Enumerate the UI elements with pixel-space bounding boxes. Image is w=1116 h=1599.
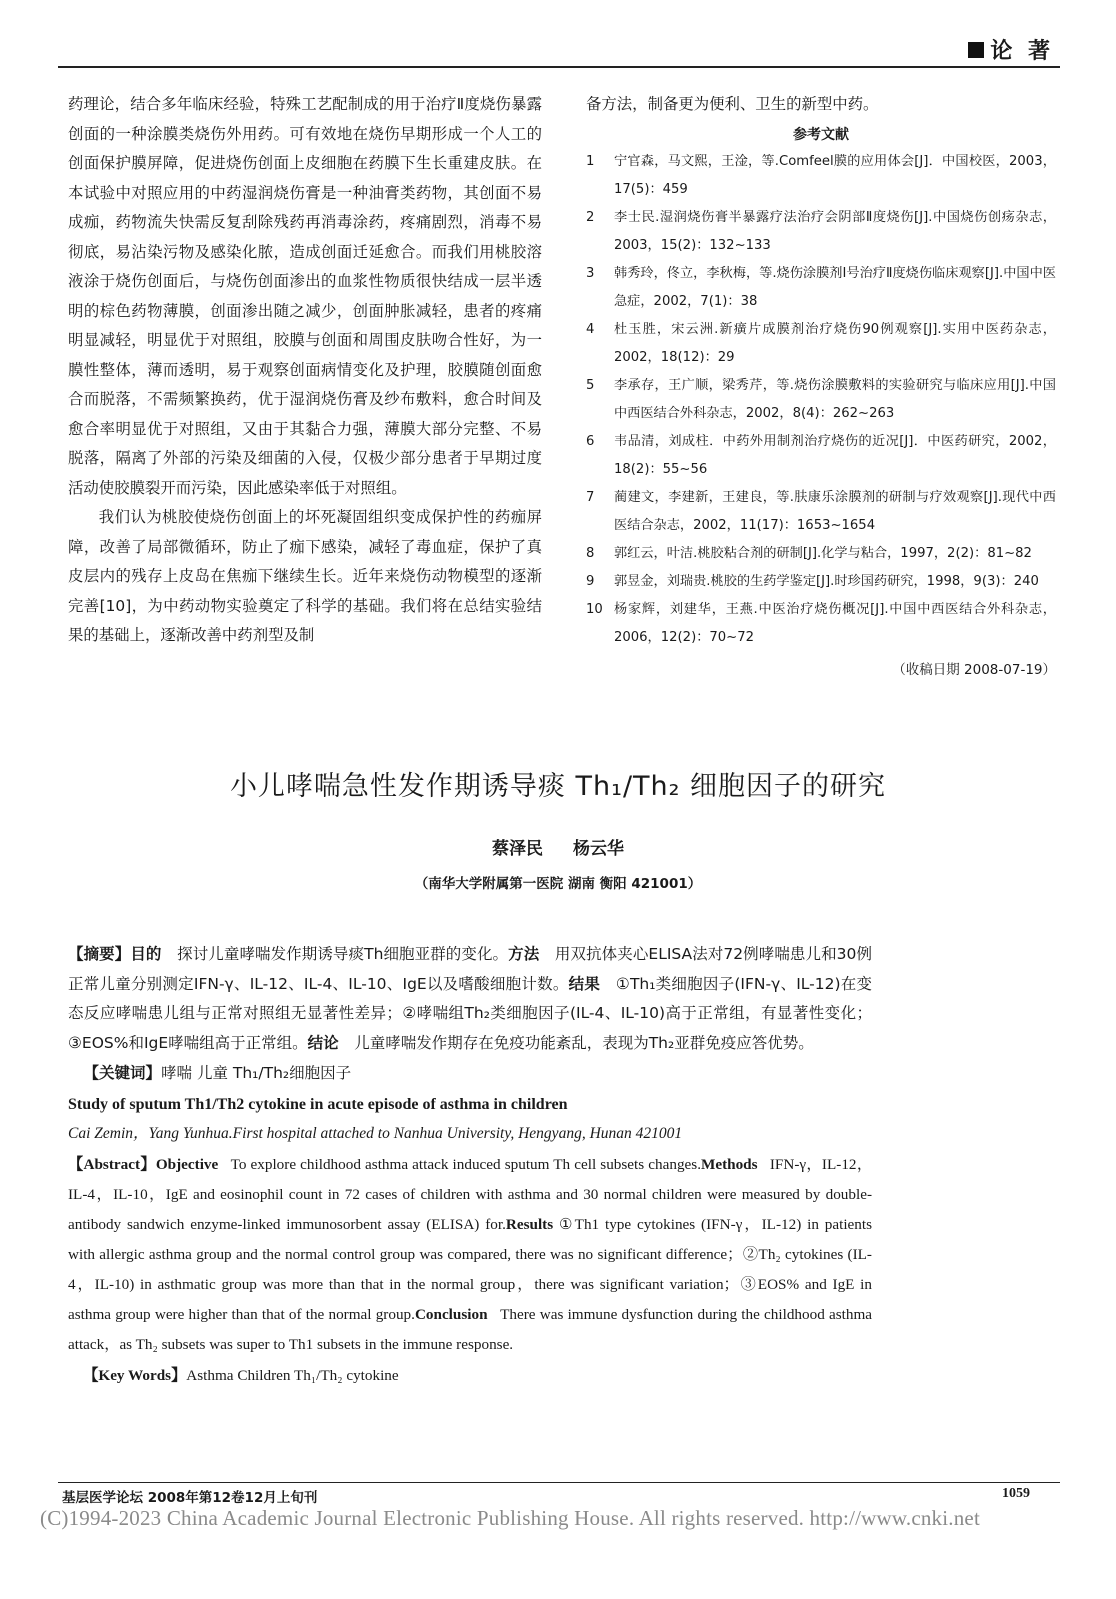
- keywords-cn-label: 【关键词】: [83, 1064, 162, 1082]
- keywords-en: [68, 1360, 872, 1392]
- result-cn-text: ①Th₁类细胞因子(IFN-γ、IL-12)在变态反应哮喘患儿组与正常对照组无显著性差异；②哮喘组Th₂类细胞因子(IL-4、IL-10)高于正常组，有显著性变化；③EOS%和IgE哮喘组高于正常组。: [68, 974, 872, 1052]
- reference-number: 9: [586, 573, 595, 589]
- reference-text: 韦品清，刘成柱．中药外用制剂治疗烧伤的近况[J]．中医药研究，2002，18(2)：55~56: [614, 433, 1056, 477]
- reference-number: 10: [586, 601, 603, 617]
- reference-text: 李承存，王广顺，梁秀芹，等.烧伤涂膜敷料的实验研究与临床应用[J].中国中西医结合外科杂志，2002，8(4)：262~263: [614, 377, 1056, 421]
- left-column: [68, 90, 542, 651]
- reference-text: 宁官森，马文熙，王淦，等.Comfeel膜的应用体会[J]．中国校医，2003，17(5)：459: [614, 153, 1056, 197]
- english-title: Study of sputum Th1/Th2 cytokine in acute episode of asthma in children: [68, 1096, 568, 1113]
- objective-en-label: Objective: [155, 1156, 219, 1173]
- reference-text: 韩秀玲，佟立，李秋梅，等.烧伤涂膜剂Ⅰ号治疗Ⅱ度烧伤临床观察[J].中国中医急症，2002，7(1)：38: [614, 265, 1056, 309]
- journal-footer: 基层医学论坛 2008年第12卷12月上旬刊: [62, 1490, 318, 1506]
- abstract-cn-label: 【摘要】: [68, 945, 131, 963]
- conclusion-cn-label: 结论: [307, 1033, 339, 1052]
- abstract-en-label: 【Abstract】: [68, 1156, 156, 1173]
- method-cn-label: 方法: [508, 945, 540, 963]
- references-heading: 参考文献: [793, 126, 849, 143]
- reference-item: [586, 316, 1056, 372]
- keywords-cn-text: 哮喘 儿童 Th₁/Th₂细胞因子: [161, 1064, 352, 1082]
- reference-item: [586, 540, 1056, 568]
- reference-text: 杜玉胜，宋云洲.新癀片成膜剂治疗烧伤90例观察[J].实用中医药杂志，2002，18(12)：29: [614, 321, 1056, 365]
- author-affiliation: （南华大学附属第一医院 湖南 衡阳 421001）: [414, 876, 702, 892]
- abstract-en: [68, 1150, 872, 1360]
- reference-list: [586, 148, 1056, 652]
- copyright-watermark: (C)1994-2023 China Academic Journal Electronic Publishing House. All rights reserved. http://www.cnki.net: [40, 1506, 980, 1530]
- reference-item: [586, 596, 1056, 652]
- continuation-paragraph: 备方法，制备更为便利、卫生的新型中药。: [586, 95, 879, 113]
- reference-number: 6: [586, 433, 595, 449]
- keywords-cn: [68, 1058, 872, 1088]
- reference-number: 5: [586, 377, 595, 393]
- reference-number: 3: [586, 265, 595, 281]
- methods-en-label: Methods: [701, 1156, 758, 1173]
- results-en-text: ①Th1 type cytokines (IFN-γ，IL-12) in patients with allergic asthma group and the normal control group was compared, there was no significant difference；②Th₂ cytokines (IL-4，IL-10) in asthmatic group was more than that in the normal group，there was significant variation；③EOS% and IgE in asthma group were higher than that of the normal group.: [68, 1216, 873, 1323]
- article-title: 小儿哮喘急性发作期诱导痰 Th₁/Th₂ 细胞因子的研究: [229, 771, 887, 802]
- footer-rule: [58, 1482, 1060, 1483]
- reference-number: 7: [586, 489, 595, 505]
- square-bullet-icon: [968, 42, 984, 58]
- received-date: （收稿日期 2008-07-19）: [892, 661, 1056, 678]
- english-authors: Cai Zemin，Yang Yunhua.First hospital attached to Nanhua University, Hengyang, Hunan 421001: [68, 1125, 683, 1142]
- reference-number: 8: [586, 545, 595, 561]
- reference-item: [586, 148, 1056, 204]
- objective-en-text: To explore childhood asthma attack induced sputum Th cell subsets changes.: [230, 1156, 701, 1173]
- body-paragraph: 药理论，结合多年临床经验，特殊工艺配制成的用于治疗Ⅱ度烧伤暴露创面的一种涂膜类烧伤外用药。可有效地在烧伤早期形成一个人工的创面保护膜屏障，促进烧伤创面上皮细胞在药膜下生长重建皮肤。在本试验中对照应用的中药湿润烧伤膏是一种油膏类药物，其创面不易成痂，药物流失快需反复刮除残药再消毒涂药，疼痛剧烈，消毒不易彻底，易沾染污物及感染化脓，造成创面迁延愈合。而我们用桃胶溶液涂于烧伤创面后，与烧伤创面渗出的血浆性物质很快结成一层半透明的棕色药物薄膜，创面渗出随之减少，创面肿胀减轻，患者的疼痛明显减轻，明显优于对照组，胶膜与创面和周围皮肤吻合性好，为一膜性整体，薄而透明，易于观察创面病情变化及护理，胶膜随创面愈合而脱落，不需频繁换药，优于湿润烧伤膏及纱布敷料，愈合时间及愈合率明显优于对照组，又由于其黏合力强，薄膜大部分完整、不易脱落，隔离了外部的污染及细菌的入侵，仅极少部分患者于早期过度活动使胶膜裂开而污染，因此感染率低于对照组。: [68, 95, 542, 497]
- conclusion-en-text: There was immune dysfunction during the childhood asthma attack，as Th₂ subsets was super to Th1 subsets in the immune response.: [68, 1306, 873, 1353]
- result-cn-label: 结果: [568, 974, 601, 993]
- right-column: [586, 90, 1056, 684]
- header-rule: [58, 66, 1060, 68]
- reference-item: [586, 484, 1056, 540]
- objective-cn-text: 探讨儿童哮喘发作期诱导痰Th细胞亚群的变化。: [177, 945, 509, 963]
- results-en-label: Results: [505, 1216, 554, 1233]
- section-tag: [968, 34, 1054, 65]
- reference-number: 4: [586, 321, 595, 337]
- keywords-en-label: 【Key Words】: [83, 1367, 187, 1384]
- method-cn-text: 用双抗体夹心ELISA法对72例哮喘患儿和30例正常儿童分别测定IFN-γ、IL-12、IL-4、IL-10、IgE以及嗜酸细胞计数。: [68, 945, 872, 993]
- reference-item: [586, 568, 1056, 596]
- reference-text: 杨家辉，刘建华，王燕.中医治疗烧伤概况[J].中国中西医结合外科杂志，2006，12(2)：70~72: [614, 601, 1056, 645]
- reference-item: [586, 260, 1056, 316]
- reference-text: 郭红云，叶洁.桃胶粘合剂的研制[J].化学与粘合，1997，2(2)：81~82: [614, 545, 1032, 561]
- reference-text: 郭昱金，刘瑞贵.桃胶的生药学鉴定[J].时珍国药研究，1998，9(3)：240: [614, 573, 1039, 589]
- reference-number: 2: [586, 209, 595, 225]
- conclusion-cn-text: 儿童哮喘发作期存在免疫功能紊乱，表现为Th₂亚群免疫应答优势。: [354, 1033, 814, 1052]
- conclusion-en-label: Conclusion: [414, 1306, 488, 1323]
- article-abstract-section: [68, 940, 872, 1392]
- section-tag-label: 论 著: [990, 39, 1054, 64]
- article-authors: 蔡泽民 杨云华: [492, 839, 624, 859]
- body-paragraph: 我们认为桃胶使烧伤创面上的坏死凝固组织变成保护性的药痂屏障，改善了局部微循环，防止了痂下感染，减轻了毒血症，保护了真皮层内的残存上皮岛在焦痂下继续生长。近年来烧伤动物模型的逐渐完善[10]，为中药动物实验奠定了科学的基础。我们将在总结实验结果的基础上，逐渐改善中药剂型及制: [68, 508, 542, 644]
- methods-en-text: IFN-γ，IL-12，IL-4，IL-10，IgE and eosinophil count in 72 cases of children with asthma and 30 normal children were measured by double-antibody sandwich enzyme-linked immunosorbent assay (ELISA) for.: [68, 1156, 873, 1233]
- keywords-en-text: Asthma Children Th₁/Th₂ cytokine: [186, 1367, 399, 1384]
- objective-cn-label: 目的: [130, 945, 162, 963]
- reference-text: 李士民.湿润烧伤膏半暴露疗法治疗会阴部Ⅱ度烧伤[J].中国烧伤创疡杂志，2003，15(2)：132~133: [614, 209, 1056, 253]
- reference-item: [586, 428, 1056, 484]
- abstract-cn: [68, 940, 872, 1058]
- reference-item: [586, 204, 1056, 260]
- reference-item: [586, 372, 1056, 428]
- reference-number: 1: [586, 153, 595, 169]
- reference-text: 蔺建文，李建新，王建良，等.肤康乐涂膜剂的研制与疗效观察[J].现代中西医结合杂志，2002，11(17)：1653~1654: [614, 489, 1056, 533]
- page-number: 1059: [1002, 1486, 1030, 1501]
